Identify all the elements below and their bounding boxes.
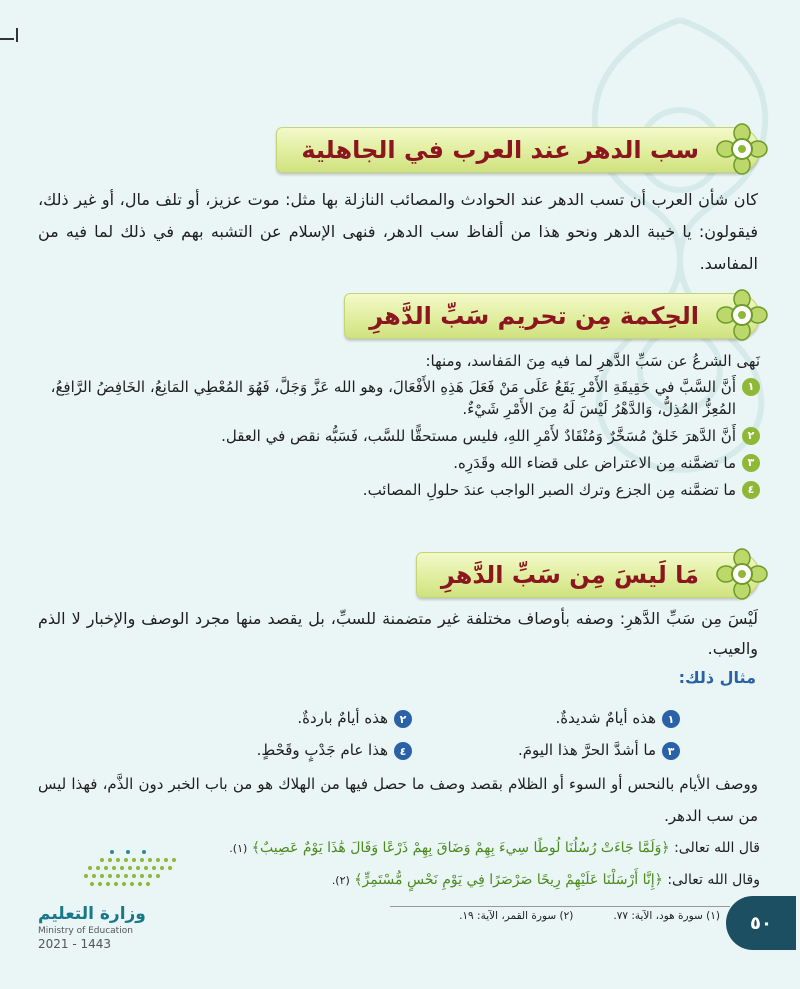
flower-ornament-icon <box>716 123 768 175</box>
heading-title: سب الدهر عند العرب في الجاهلية <box>276 127 760 173</box>
section-heading-2 <box>344 293 760 339</box>
example-item <box>518 740 680 760</box>
section2-intro: نَهى الشرعُ عن سَبِّ الدَّهرِ لما فيه مِنَ المَفاسد، ومنها: <box>425 352 760 370</box>
ministry-name-arabic: وزارة التعليم <box>38 904 146 924</box>
item-number: ٣ <box>742 454 760 472</box>
item-text: ما تضمَّنه مِن الجزع وترك الصبر الواجب عندَ حلولِ المصائب. <box>362 481 736 499</box>
page-number: ٥٠ <box>750 912 772 934</box>
flower-ornament-icon <box>716 289 768 341</box>
footnote: (١) سورة هود، الآية: ٧٧. <box>613 910 720 922</box>
footnote: (٢) سورة القمر، الآية: ١٩. <box>459 910 574 922</box>
section2-list <box>30 376 760 506</box>
list-item <box>30 376 760 420</box>
quran-verse: ﴿إِنَّا أَرْسَلْنَا عَلَيْهِمْ رِيحًا صَرْصَرًا فِي يَوْمِ نَحْسٍ مُّسْتَمِرٍّ﴾ <box>354 872 663 888</box>
example-number: ٣ <box>662 742 680 760</box>
example-number: ٤ <box>394 742 412 760</box>
section-heading-1 <box>276 127 760 173</box>
verse-reference: (٢). <box>331 874 350 887</box>
footnotes <box>390 910 720 922</box>
quran-verse: ﴿وَلَمَّا جَاءَتْ رُسُلُنَا لُوطًا سِيءَ بِهِمْ وَضَاقَ بِهِمْ ذَرْعًا وَقَالَ هَٰذَا يَوْمٌ عَصِيبٌ﴾ <box>251 840 670 856</box>
item-number: ١ <box>742 378 760 396</box>
list-item <box>30 425 760 447</box>
example-text: هذا عام جَدْبٍ وقَحْطٍ. <box>256 741 388 759</box>
item-text: أَنَّ الدَّهرَ خَلقٌ مُسَخَّرٌ وَمُنْقَادٌ لأَمْرِ اللهِ، فليس مستحقًّا للسَّب، فَسَبُّه نقص في العقل. <box>221 427 736 445</box>
verse-prefix: وقال الله تعالى: <box>667 872 760 888</box>
crop-mark <box>0 38 14 40</box>
section3-paragraph: لَيْسَ مِن سَبِّ الدَّهرِ: وصفه بأوصاف مختلفة غير متضمنة للسبِّ، بل يقصد منها مجرد الوصف والإخبار لا الذم والعيب. <box>38 609 758 658</box>
logo-dots-icon <box>82 850 182 890</box>
page-number-badge <box>726 896 796 950</box>
heading-title: مَا لَيسَ مِن سَبِّ الدَّهرِ <box>416 552 760 598</box>
item-number: ٤ <box>742 481 760 499</box>
crop-mark <box>16 28 18 42</box>
example-item <box>556 708 681 728</box>
list-item <box>30 479 760 501</box>
example-text: هذه أيامٌ باردةٌ. <box>297 709 388 727</box>
section1-paragraph: كان شأن العرب أن تسب الدهر عند الحوادث والمصائب النازلة بها مثل: موت عزيز، أو تلف مال، أو غير ذلك، فيقولون: يا خيبة الدهر ونحو هذا من ألفاظ سب الدهر، فنهى الإسلام عن التشبه بهم في ذلك لما فيه من المفاسد. <box>38 190 758 273</box>
section3-paragraph2: ووصف الأيام بالنحس أو السوء أو الظلام بقصد وصف ما حصل فيها من الهلاك هو من باب الخبر دون الذَّم، فهذا ليس من سب الدهر. <box>38 775 758 825</box>
example-number: ١ <box>662 710 680 728</box>
ministry-name-english: Ministry of Education <box>38 926 133 936</box>
example-number: ٢ <box>394 710 412 728</box>
example-text: ما أشدَّ الحرَّ هذا اليومَ. <box>517 741 656 759</box>
flower-ornament-icon <box>716 548 768 600</box>
example-item <box>297 708 412 728</box>
item-number: ٢ <box>742 427 760 445</box>
edition-year: 2021 - 1443 <box>38 937 112 951</box>
list-item <box>30 452 760 474</box>
verse-reference: (١). <box>229 842 248 855</box>
item-text: أَنَّ السَّبَّ في حَقِيقَةِ الأَمْرِ يَقَعُ عَلَى مَنْ فَعَلَ هَذِهِ الأَفْعَالَ، وهو الله عَزَّ وَجَلَّ، فَهُوَ المُعْطِي المَانِعُ، الخَافِضُ الرَّافِعُ، المُعِزُّ المُذِلُّ، وَالدَّهْرُ لَيْسَ لَهُ مِنَ الأَمْرِ شَيْءٌ. <box>50 378 736 418</box>
example-item <box>257 740 412 760</box>
item-text: ما تضمَّنه مِن الاعتراض على قضاء الله وقَدَرِه. <box>453 454 736 472</box>
examples-title: مثال ذلك: <box>678 668 756 687</box>
footnote-divider <box>390 906 730 907</box>
verse-prefix: قال الله تعالى: <box>674 840 760 856</box>
section-heading-3 <box>416 552 760 598</box>
example-text: هذه أيامٌ شديدةٌ. <box>555 709 656 727</box>
heading-title: الحِكمة مِن تحريم سَبِّ الدَّهرِ <box>344 293 760 339</box>
